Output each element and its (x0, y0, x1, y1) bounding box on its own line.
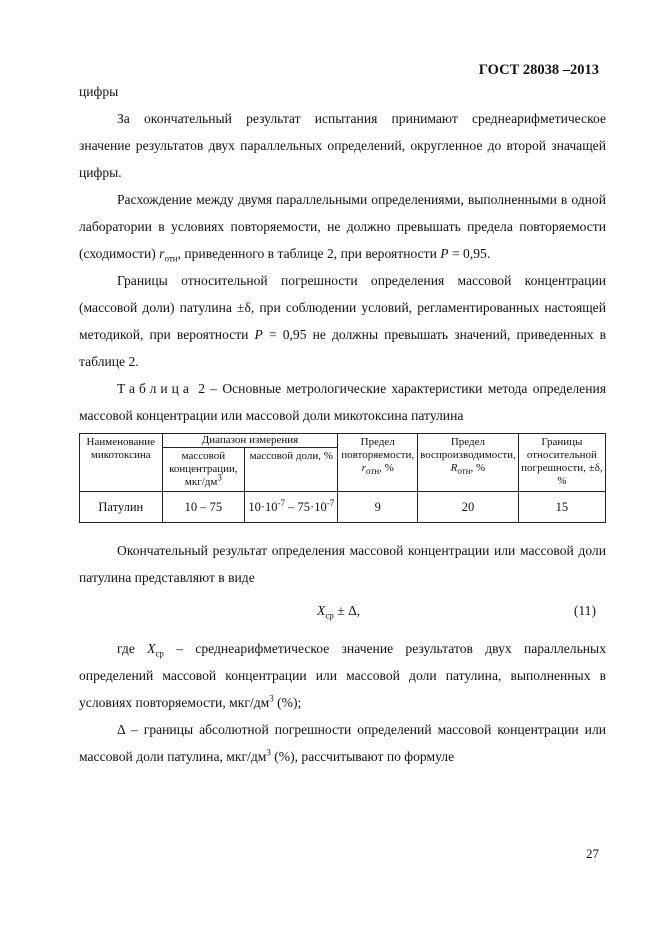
text-fragment: (%); (273, 695, 302, 710)
cell-name: Патулин (80, 492, 163, 523)
table-row (80, 492, 606, 523)
cell-fraction-a: 10·10 (248, 499, 278, 514)
header-reproducibility (418, 434, 519, 492)
text-fragment: (%), рассчитывают по формуле (270, 749, 455, 764)
header-mass-concentration-text: массовой концентрации, мкг/дм (169, 450, 238, 488)
header-repeatability-symbol: r (361, 462, 366, 474)
metrology-table (79, 433, 606, 523)
formula-number: (11) (573, 603, 596, 618)
header-bounds: Границы относительной погрешности, ±δ, % (518, 434, 605, 492)
formula-expression (317, 597, 360, 624)
paragraph-error-bounds (79, 267, 606, 375)
text-fragment: = 0,95 не должны превышать значений, приведенных в таблице 2. (79, 327, 606, 369)
formula-x: X (317, 603, 326, 618)
paragraph-where-xcp (79, 635, 606, 716)
header-range-group: Диапазон измерения (162, 434, 338, 448)
page-number: 27 (586, 846, 599, 861)
formula-x-subscript: ср (325, 610, 334, 621)
unit-superscript: 3 (266, 747, 271, 758)
cell-fraction-a-exp: -7 (277, 497, 286, 508)
paragraph-delta (79, 716, 606, 770)
symbol-r-subscript: отн (164, 253, 178, 264)
paragraph-repeatability (79, 186, 606, 267)
continued-word: цифры (79, 84, 119, 99)
table-caption-label: Таблица (117, 381, 193, 396)
paragraph-result-form: Окончательный результат определения массовой концентрации или массовой доли патулина представляют в виде (79, 543, 606, 585)
table-caption (79, 375, 606, 429)
text-fragment: , приведенного в таблице 2, при вероятности (177, 246, 441, 261)
cell-bounds: 15 (518, 492, 605, 523)
header-name: Наименование микотоксина (80, 434, 163, 492)
header-mass-fraction: массовой доли, % (245, 448, 338, 492)
symbol-x-subscript: ср (155, 648, 164, 659)
text-fragment: = 0,95. (448, 246, 491, 261)
header-repeatability-text: Предел повторяемости, (341, 436, 415, 461)
cell-concentration: 10 – 75 (162, 492, 245, 523)
header-mass-concentration (162, 448, 245, 492)
symbol-x: X (147, 641, 156, 656)
header-mass-concentration-sup: 3 (217, 472, 222, 483)
cell-fraction-mid: – 75·10 (285, 499, 327, 514)
header-repeatability-unit: , % (379, 462, 394, 474)
text-fragment: Границы относительной погрешности определения массовой концентрации (массовой доли) патулина ±δ, при соблюдении условий, регламентированных настоящей методикой, при вероятности (79, 273, 606, 342)
cell-reproducibility: 20 (418, 492, 519, 523)
table-header-row (80, 434, 606, 448)
text-fragment: Δ – границы абсолютной погрешности определений массовой концентрации или массовой доли патулина, мкг/дм (79, 722, 606, 764)
cell-fraction (245, 492, 338, 523)
paragraph-final-result: За окончательный результат испытания принимают среднеарифметическое значение результатов двух параллельных определений, округленное до второй значащей цифры. (79, 111, 606, 180)
header-reproducibility-unit: , % (470, 462, 486, 474)
formula-rest: ± Δ, (333, 603, 361, 618)
unit-superscript: 3 (269, 693, 274, 704)
header-reproducibility-text: Предел воспроизводимости, (420, 436, 516, 461)
table-caption-text: – Основные метрологические характеристики метода определения массовой концентрации или массовой доли микотоксина патулина (79, 381, 606, 423)
symbol-p: P (254, 327, 263, 342)
cell-fraction-b-exp: -7 (326, 497, 335, 508)
symbol-r: r (159, 246, 165, 261)
text-fragment: – среднеарифметическое значение результатов двух параллельных определений массовой концентрации или массовой доли патулина, выполненных в условиях повторяемости, мкг/дм (79, 641, 606, 710)
formula-11 (79, 597, 606, 627)
text-fragment: Расхождение между двумя параллельными определениями, выполненными в одной лаборатории в условиях повторяемости, не должно превышать предела повторяемости (сходимости) (79, 192, 606, 261)
symbol-p: P (440, 246, 449, 261)
cell-repeatability: 9 (338, 492, 418, 523)
page-body (79, 78, 606, 770)
document-header: ГОСТ 28038 –2013 (478, 62, 599, 78)
header-reproducibility-subscript: отн (457, 466, 471, 477)
header-repeatability-subscript: отн (365, 466, 380, 477)
table-caption-number: 2 (192, 381, 206, 396)
header-repeatability (338, 434, 418, 492)
header-reproducibility-symbol: R (450, 462, 458, 474)
text-fragment: где (117, 641, 148, 656)
